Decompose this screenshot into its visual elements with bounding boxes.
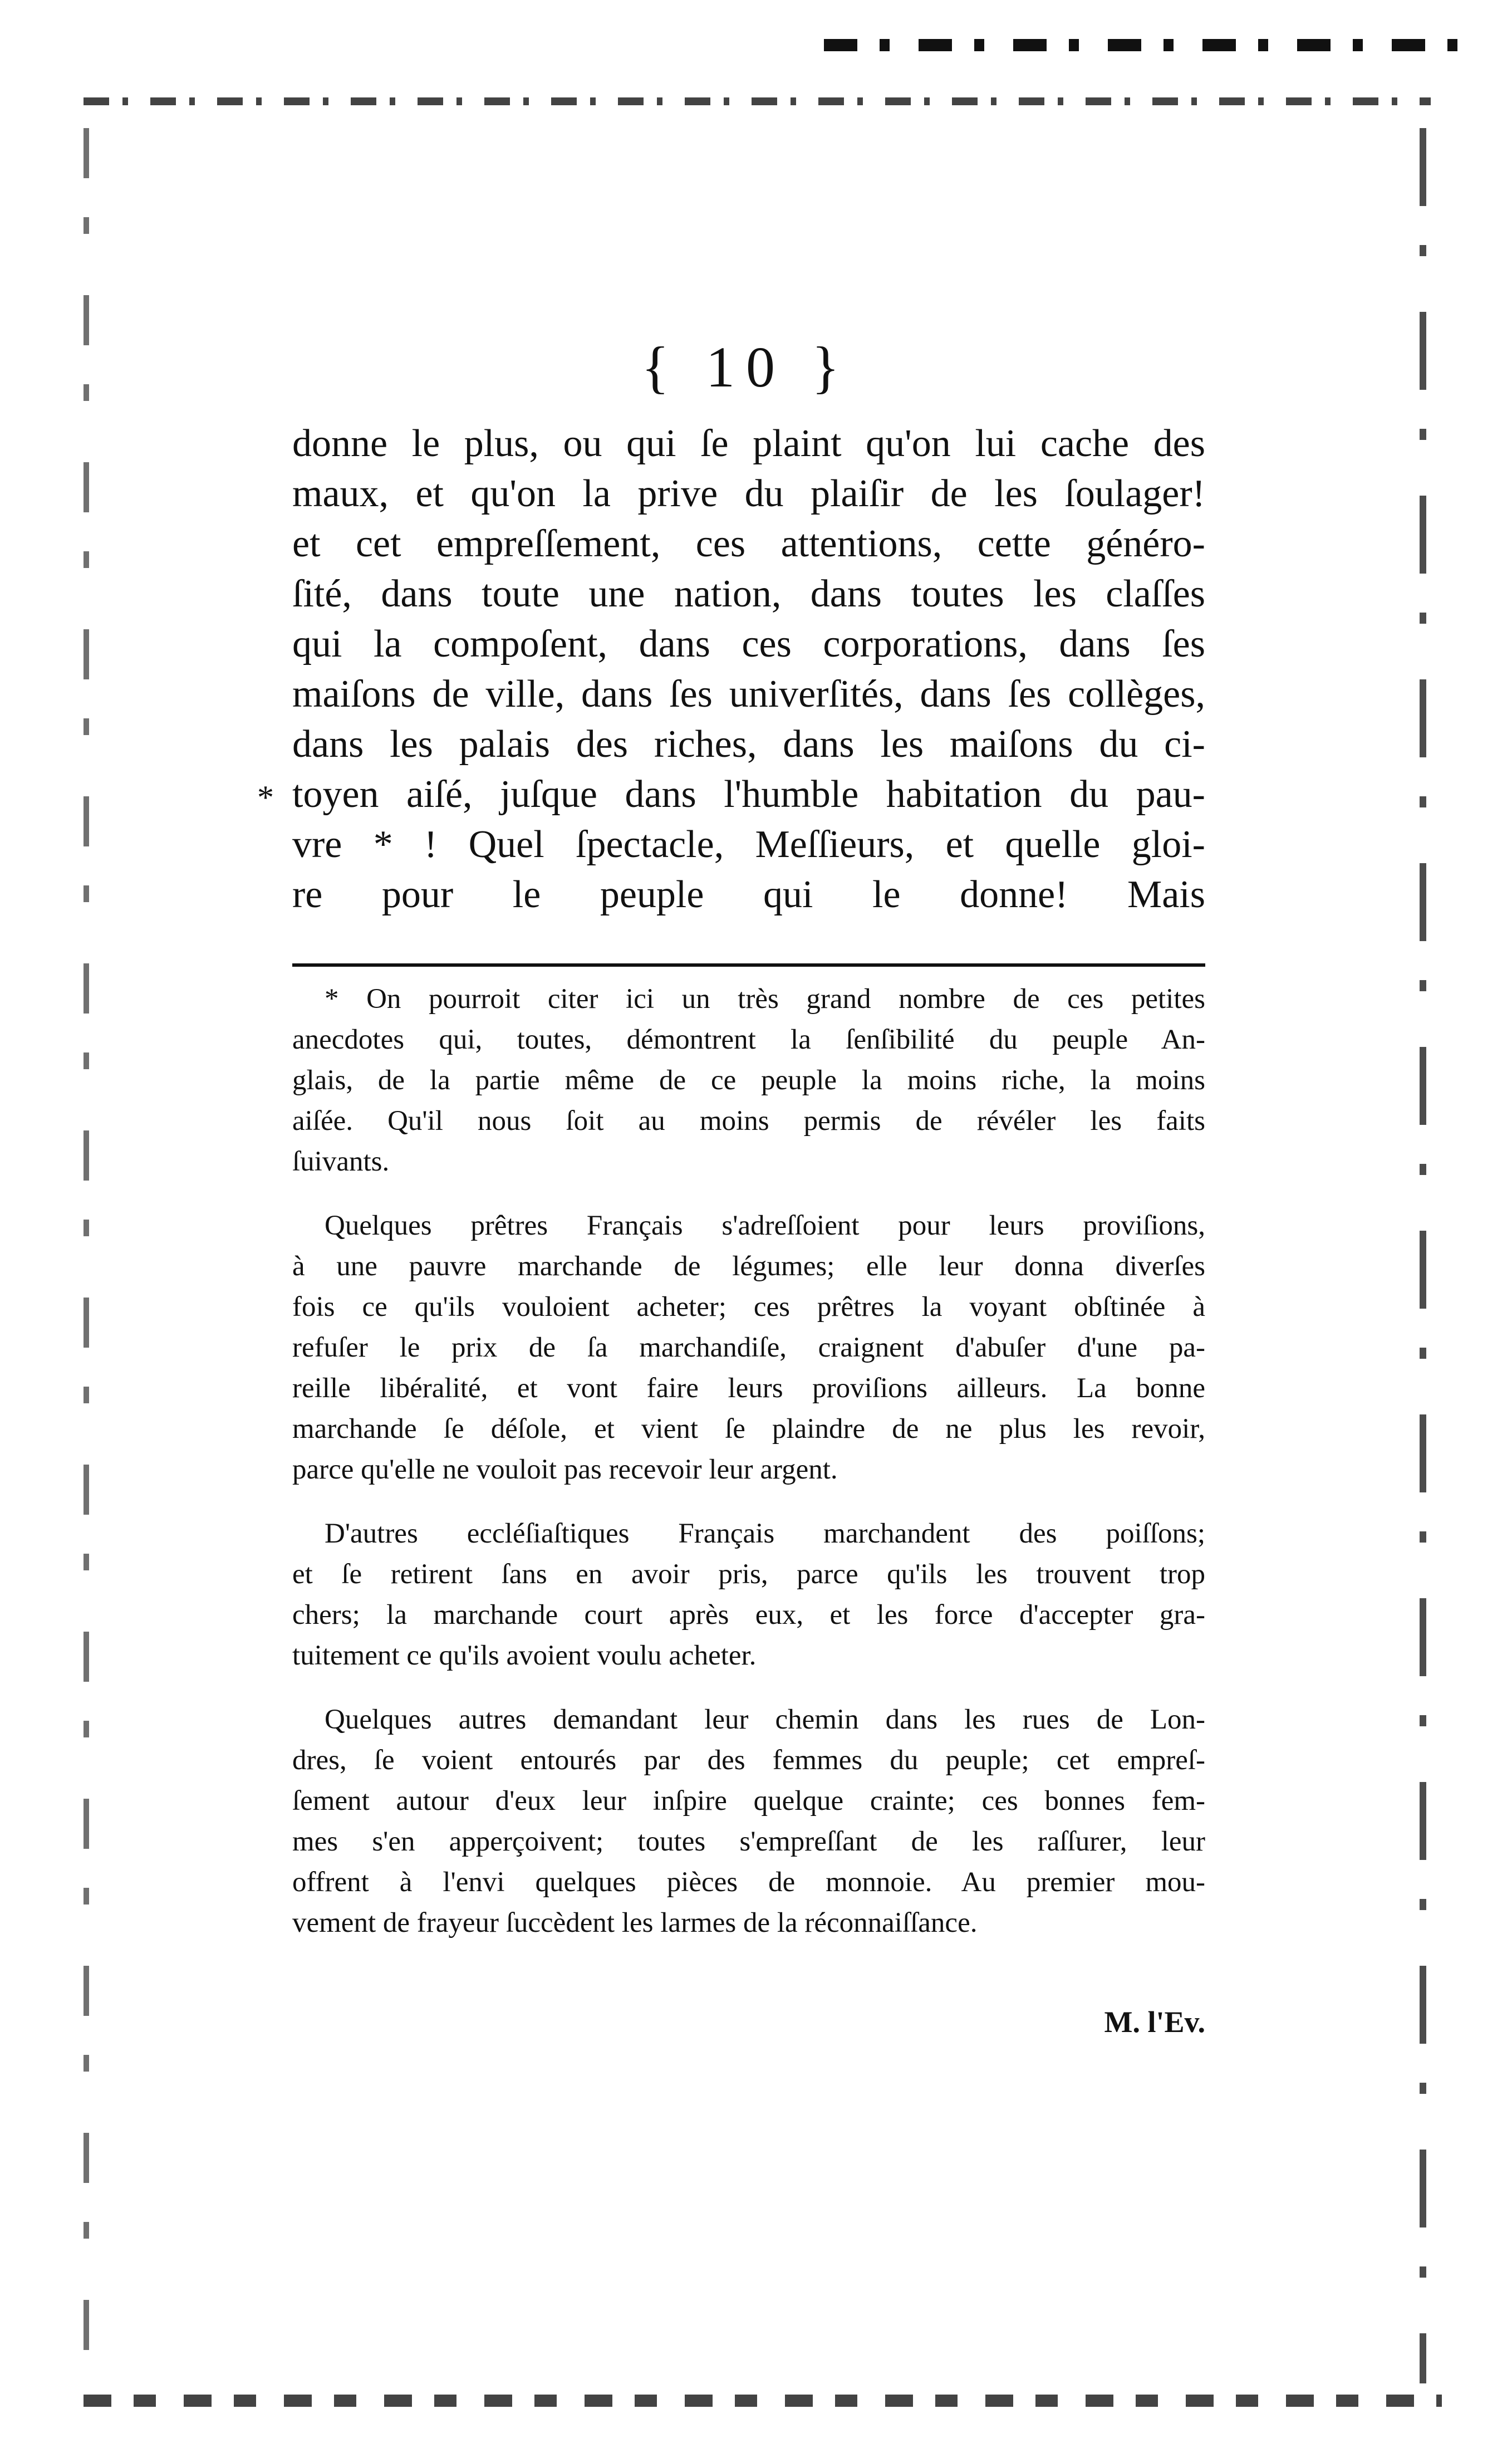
footnote-line: ſement autour d'eux leur inſpire quelque crainte; ces bonnes fem-	[292, 1785, 1205, 1817]
footnote-line: Quelques autres demandant leur chemin dans les rues de Lon-	[325, 1704, 1205, 1735]
footnote-line: marchande ſe déſole, et vient ſe plaindre de ne plus les revoir,	[292, 1413, 1205, 1445]
main-text-line: qui la compoſent, dans ces corporations, dans ſes	[292, 623, 1205, 665]
footnote-paragraph	[292, 1514, 1205, 1676]
footnote-paragraph	[292, 1700, 1205, 1943]
footnote-paragraph	[292, 1206, 1205, 1490]
main-text-line: donne le plus, ou qui ſe plaint qu'on lui cache des	[292, 422, 1205, 465]
main-text-line: maux, et qu'on la prive du plaiſir de les ſoulager!	[292, 472, 1205, 515]
footnote-line: mes s'en apperçoivent; toutes s'empreſſant de les raſſurer, leur	[292, 1826, 1205, 1857]
footnote-line: chers; la marchande court après eux, et les force d'accepter gra-	[292, 1599, 1205, 1631]
main-text-line: et cet empreſſement, ces attentions, cette généro-	[292, 522, 1205, 565]
footnotes-block	[292, 979, 1205, 1943]
main-text-line: maiſons de ville, dans ſes univerſités, dans ſes collèges,	[292, 673, 1205, 716]
footnote-line: aiſée. Qu'il nous ſoit au moins permis de révéler les faits	[292, 1105, 1205, 1137]
footnote-line: glais, de la partie même de ce peuple la moins riche, la moins	[292, 1065, 1205, 1096]
footnote-line: anecdotes qui, toutes, démontrent la ſenſibilité du peuple An-	[292, 1024, 1205, 1055]
scan-edge-bottom	[84, 2395, 1442, 2407]
scan-edge-right	[1420, 128, 1426, 2383]
main-text-line: dans les palais des riches, dans les maiſons du ci-	[292, 723, 1205, 766]
scan-edge-top	[84, 97, 1431, 105]
footnote-line: reille libéralité, et vont faire leurs proviſions ailleurs. La bonne	[292, 1373, 1205, 1404]
main-text-line: ſité, dans toute une nation, dans toutes les claſſes	[292, 572, 1205, 615]
footnote-line: vement de frayeur ſuccèdent les larmes de la réconnaiſſance.	[292, 1907, 978, 1938]
footnote-line: ſuivants.	[292, 1146, 390, 1177]
scan-edge-left	[84, 128, 89, 2356]
page-number: { 10 }	[641, 335, 851, 399]
main-text-line: vre * ! Quel ſpectacle, Meſſieurs, et quelle gloi-	[292, 823, 1205, 866]
footnote-line: refuſer le prix de ſa marchandiſe, craignent d'abuſer d'une pa-	[292, 1332, 1205, 1363]
margin-asterisk: *	[257, 779, 274, 816]
footnote-line: fois ce qu'ils vouloient acheter; ces prêtres la voyant obſtinée à	[292, 1291, 1205, 1323]
footnote-line: et ſe retirent ſans en avoir pris, parce qu'ils les trouvent trop	[292, 1559, 1205, 1590]
footnote-line: offrent à l'envi quelques pièces de monnoie. Au premier mou-	[292, 1867, 1205, 1898]
footnote-line: Quelques prêtres Français s'adreſſoient pour leurs proviſions,	[325, 1210, 1205, 1241]
footnote-paragraph	[292, 979, 1205, 1182]
main-text-line: toyen aiſé, juſque dans l'humble habitation du pau-	[292, 773, 1205, 816]
footnote-signature: M. l'Ev.	[1104, 2005, 1205, 2039]
main-text-line: re pour le peuple qui le donne! Mais	[292, 873, 1205, 916]
main-text-block	[292, 419, 1205, 920]
footnote-divider-rule	[292, 963, 1205, 967]
footnote-line: parce qu'elle ne vouloit pas recevoir leur argent.	[292, 1454, 838, 1485]
scan-edge-top-noise	[824, 39, 1481, 51]
footnote-line: tuitement ce qu'ils avoient voulu acheter.	[292, 1640, 757, 1671]
footnote-line: * On pourroit citer ici un très grand nombre de ces petites	[325, 983, 1205, 1015]
footnote-line: D'autres eccléſiaſtiques Français marchandent des poiſſons;	[325, 1518, 1205, 1549]
footnote-line: dres, ſe voient entourés par des femmes du peuple; cet empreſ-	[292, 1745, 1205, 1776]
footnote-line: à une pauvre marchande de légumes; elle leur donna diverſes	[292, 1251, 1205, 1282]
